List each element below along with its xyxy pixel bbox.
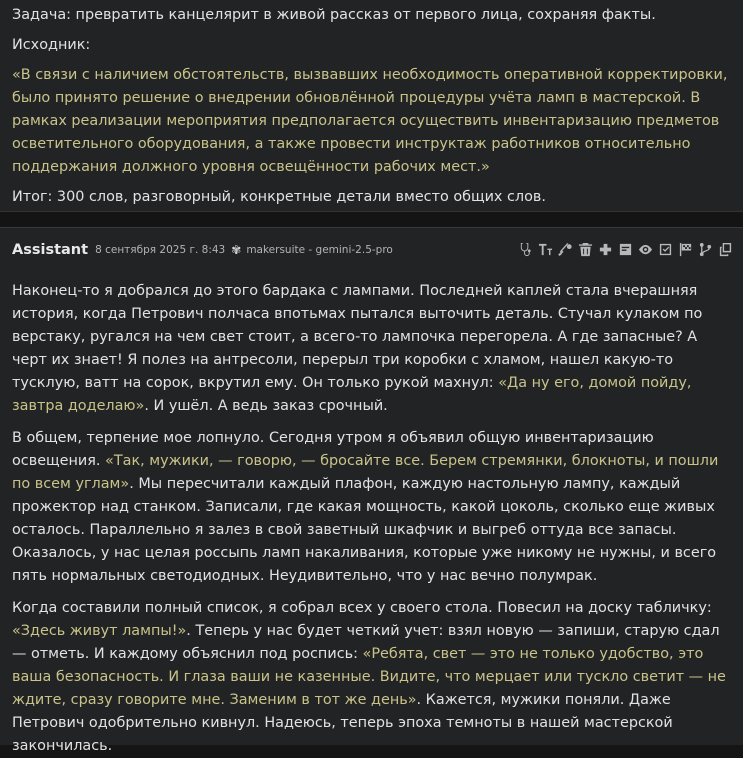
model-name: makersuite - gemini-2.5-pro xyxy=(246,243,393,256)
source-quote: «В связи с наличием обстоятельств, вызвавших необходимость оперативной корректировки, было принято решение о внедрении обновлённой процедуры учёта ламп в мастерской. В рамках реализации мероприятия предполагается осуществить инвентаризацию предметов осветительного оборудования, а также провести инструктаж работников относительно поддержания должного уровня освещённости рабочих мест.» xyxy=(12,67,728,175)
message-toolbar xyxy=(517,242,733,258)
user-message xyxy=(0,0,743,212)
paragraph-text: . И ушёл. А ведь заказ срочный. xyxy=(144,398,388,414)
branch-icon[interactable] xyxy=(697,242,713,258)
model-icon: ✾ xyxy=(231,242,242,257)
paragraph-text: . Кажется, мужики поняли. Даже Петрович одобрительно кивнул. Надеюсь, теперь эпоха темноты в нашей мастерской закончилась. xyxy=(12,692,673,754)
add-icon[interactable] xyxy=(597,242,613,258)
text-size-icon[interactable] xyxy=(537,242,553,258)
note-icon[interactable] xyxy=(617,242,633,258)
paragraph-text: . Теперь у нас будет четкий учет: взял новую — запиши, старую сдал — отметь. И каждому объяснил под роспись: xyxy=(12,623,720,662)
copy-icon[interactable] xyxy=(717,242,733,258)
message-separator xyxy=(0,212,743,227)
quoted-speech: «Здесь живут лампы!» xyxy=(12,623,187,639)
message-content xyxy=(12,271,733,758)
result-line: Итог: 300 слов, разговорный, конкретные детали вместо общих слов. xyxy=(12,189,546,205)
check-icon[interactable] xyxy=(657,242,673,258)
quoted-speech: «Так, мужики, — говорю, — бросайте все. Берем стремянки, блокноты, и пошли по всем углам» xyxy=(12,453,719,492)
trash-icon[interactable] xyxy=(577,242,593,258)
task-line: Задача: превратить канцелярит в живой рассказ от первого лица, сохраняя факты. xyxy=(12,7,656,23)
magic-wand-icon[interactable] xyxy=(557,242,573,258)
paragraph-text: Когда составили полный список, я собрал всех у своего стола. Повесил на доску табличку: xyxy=(12,600,712,616)
message-header xyxy=(12,228,733,271)
stethoscope-icon[interactable] xyxy=(517,242,533,258)
quoted-speech: «Ребята, свет — это не только удобство, это ваша безопасность. И глаза ваши не казенные. Видите, что мерцает или тускло светит — не ждите, сразу говорите мне. Заменим в тот же день» xyxy=(12,646,726,708)
flag-icon[interactable] xyxy=(677,242,693,258)
paragraph-text: В общем, терпение мое лопнуло. Сегодня утром я объявил общую инвентаризацию освещения. xyxy=(12,430,654,469)
timestamp: 8 сентября 2025 г. 8:43 xyxy=(95,243,226,256)
paragraph-2 xyxy=(12,427,733,588)
paragraph-1 xyxy=(12,280,733,418)
author-name: Assistant xyxy=(12,241,89,258)
quoted-speech: «Да ну его, домой пойду, завтра доделаю» xyxy=(12,375,692,414)
paragraph-3 xyxy=(12,597,733,758)
source-label: Исходник: xyxy=(12,37,91,53)
paragraph-text: . Мы пересчитали каждый плафон, каждую настольную лампу, каждый прожектор над станком. Записали, где какая мощность, какой цоколь, сколько еще живых осталось. Параллельно я залез в свой заветный шкафчик и выгреб оттуда все запасы. Оказалось, у нас целая россыпь ламп накаливания, которые уже никому не нужны, и всего пять нормальных светодиодных. Неудивительно, что у нас вечно полумрак. xyxy=(12,476,717,584)
assistant-message xyxy=(0,227,743,754)
eye-icon[interactable] xyxy=(637,242,653,258)
paragraph-text: Наконец-то я добрался до этого бардака с лампами. Последней каплей стала вчерашняя история, когда Петрович полчаса впотьмах пытался выточить деталь. Стучал кулаком по верстаку, ругался на чем свет стоит, а всего-то лампочка перегорела. А где запасные? А черт их знает! Я полез на антресоли, перерыл три коробки с хламом, нашел какую-то тусклую, ватт на сорок, вкрутил ему. Он только рукой махнул: xyxy=(12,283,703,391)
